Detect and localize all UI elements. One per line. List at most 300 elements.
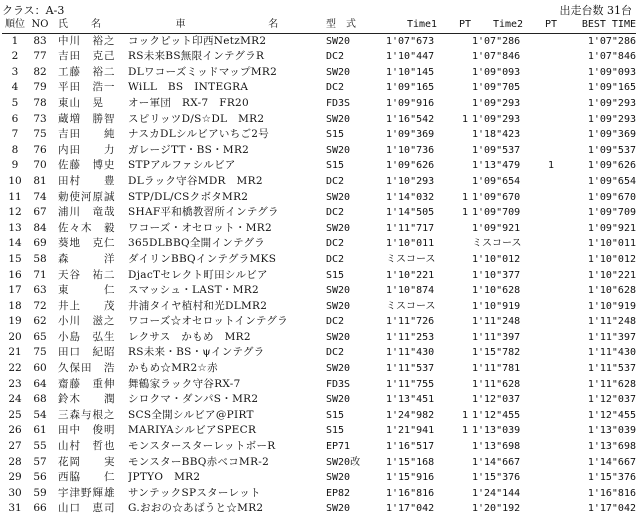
driver-name: 森 洋 xyxy=(58,252,116,265)
car-name: SHAF平和橋教習所インテグラ xyxy=(128,206,279,219)
car-name: シロクマ・ダンパS・MR2 xyxy=(128,393,259,406)
position: 12 xyxy=(8,206,22,219)
col-number: NO xyxy=(28,17,52,33)
driver-name: 小島 弘生 xyxy=(58,330,116,343)
best-time: 1'10"628 xyxy=(587,285,636,297)
best-time: 1'09"921 xyxy=(587,222,636,234)
best-time: 1'09"709 xyxy=(587,207,636,219)
car-number: 66 xyxy=(33,502,47,515)
pt2 xyxy=(544,252,558,268)
car-name: 365DLBBQ全開インテグラ xyxy=(128,237,266,250)
car-name: STPアルファシルビア xyxy=(128,159,236,172)
pt1 xyxy=(458,345,472,361)
position: 21 xyxy=(8,346,22,359)
time2: 1'09"093 xyxy=(472,66,521,78)
pt2 xyxy=(544,127,558,143)
time2: 1'09"293 xyxy=(472,97,521,109)
pt1 xyxy=(458,158,472,174)
position: 25 xyxy=(8,408,22,421)
car-type: DC2 xyxy=(326,175,345,187)
car-number: 58 xyxy=(33,252,47,265)
time2: 1'10"377 xyxy=(472,269,521,281)
position: 7 xyxy=(11,128,19,141)
best-time: 1'15"376 xyxy=(587,472,636,484)
best-time: 1'11"430 xyxy=(587,347,636,359)
table-row xyxy=(2,65,636,81)
best-time: 1'09"165 xyxy=(587,82,636,94)
pt2 xyxy=(544,345,558,361)
driver-name: 久保田 浩 xyxy=(58,362,116,375)
driver-name: 山村 哲也 xyxy=(58,440,116,453)
pt1 xyxy=(458,65,472,81)
position: 30 xyxy=(8,486,22,499)
position: 5 xyxy=(11,96,19,109)
time1: 1'10"293 xyxy=(386,175,435,187)
time2: 1'09"709 xyxy=(472,207,521,219)
time1: 1'10"736 xyxy=(386,144,435,156)
table-row xyxy=(2,408,636,424)
car-type: SW20改 xyxy=(326,456,361,468)
pt1 xyxy=(458,486,472,502)
position: 17 xyxy=(8,284,22,297)
time1: 1'11"430 xyxy=(386,347,435,359)
pt2 xyxy=(544,112,558,128)
table-row xyxy=(2,439,636,455)
pt2 xyxy=(544,408,558,424)
car-type: SW20 xyxy=(326,191,351,203)
table-row xyxy=(2,143,636,159)
driver-name: 井上 茂 xyxy=(58,299,116,312)
driver-name: 蔵増 勝智 xyxy=(58,112,116,125)
pt2 xyxy=(544,455,558,471)
time1: 1'09"626 xyxy=(386,160,435,172)
table-row xyxy=(2,190,636,206)
driver-name: 中川 裕之 xyxy=(58,34,116,47)
time1: 1'17"042 xyxy=(386,503,435,515)
time2: 1'13"479 xyxy=(472,160,521,172)
car-name: RS未来BS無限インテグラR xyxy=(128,50,265,63)
time2: 1'07"846 xyxy=(472,51,521,63)
time1: 1'14"032 xyxy=(386,191,435,203)
position: 1 xyxy=(11,34,19,47)
table-row xyxy=(2,345,636,361)
col-best: BEST TIME xyxy=(558,17,636,33)
position: 24 xyxy=(8,393,22,406)
table-row xyxy=(2,49,636,65)
car-type: S15 xyxy=(326,160,345,172)
car-number: 77 xyxy=(33,50,47,63)
car-number: 59 xyxy=(33,486,47,499)
time2: ミスコース xyxy=(472,238,522,250)
time2: 1'14"667 xyxy=(472,456,521,468)
time1: 1'10"221 xyxy=(386,269,435,281)
position: 22 xyxy=(8,362,22,375)
car-name: MARIYAシルビアSPECR xyxy=(128,424,257,437)
driver-name: 山口 恵司 xyxy=(58,502,116,515)
table-row xyxy=(2,158,636,174)
car-number: 74 xyxy=(33,190,47,203)
car-type: EP71 xyxy=(326,441,351,453)
time1: 1'16"816 xyxy=(386,487,435,499)
car-number: 81 xyxy=(33,174,47,187)
car-name: STP/DL/CSクボタMR2 xyxy=(128,190,249,203)
time2: 1'20"192 xyxy=(472,503,521,515)
best-time: 1'11"537 xyxy=(587,363,636,375)
car-name: G.おおの☆あばうと☆MR2 xyxy=(128,502,264,515)
best-time: 1'07"846 xyxy=(587,51,636,63)
position: 19 xyxy=(8,315,22,328)
car-type: DC2 xyxy=(326,207,345,219)
car-number: 75 xyxy=(33,346,47,359)
best-time: 1'12"455 xyxy=(587,409,636,421)
header-row xyxy=(2,17,636,33)
pt1 xyxy=(458,283,472,299)
best-time: 1'09"654 xyxy=(587,175,636,187)
pt2 xyxy=(544,392,558,408)
time2: 1'09"921 xyxy=(472,222,521,234)
pt2 xyxy=(544,283,558,299)
car-number: 71 xyxy=(33,268,47,281)
car-number: 72 xyxy=(33,299,47,312)
pt2 xyxy=(544,236,558,252)
best-time: 1'10"011 xyxy=(587,238,636,250)
car-type: SW20 xyxy=(326,66,351,78)
car-type: SW20 xyxy=(326,363,351,375)
car-number: 82 xyxy=(33,65,47,78)
driver-name: 東 仁 xyxy=(58,284,116,297)
car-type: SW20 xyxy=(326,285,351,297)
best-time: 1'12"037 xyxy=(587,394,636,406)
position: 15 xyxy=(8,252,22,265)
car-name: DjacTセレクト町田シルビア xyxy=(128,268,268,281)
time1: 1'10"874 xyxy=(386,285,435,297)
car-type: SW20 xyxy=(326,113,351,125)
driver-name: 佐藤 博史 xyxy=(58,159,116,172)
time1: 1'15"916 xyxy=(386,472,435,484)
table-row xyxy=(2,283,636,299)
car-number: 65 xyxy=(33,330,47,343)
car-number: 63 xyxy=(33,284,47,297)
driver-name: 葵地 克仁 xyxy=(58,237,116,250)
car-number: 56 xyxy=(33,471,47,484)
time1: 1'11"726 xyxy=(386,316,435,328)
car-number: 76 xyxy=(33,143,47,156)
car-type: DC2 xyxy=(326,82,345,94)
pt1: 1 xyxy=(461,425,469,437)
best-time: 1'07"286 xyxy=(587,35,636,47)
car-number: 67 xyxy=(33,206,47,219)
driver-name: 天谷 祐二 xyxy=(58,268,116,281)
pt2 xyxy=(544,439,558,455)
driver-name: 平田 浩一 xyxy=(58,81,116,94)
time2: 1'24"144 xyxy=(472,487,521,499)
position: 10 xyxy=(8,174,22,187)
time1: 1'15"168 xyxy=(386,456,435,468)
pt1 xyxy=(458,49,472,65)
car-name: ワコーズ・オセロット・MR2 xyxy=(128,221,272,234)
pt2 xyxy=(544,268,558,284)
position: 13 xyxy=(8,221,22,234)
table-row xyxy=(2,392,636,408)
time1: 1'09"165 xyxy=(386,82,435,94)
pt1 xyxy=(458,439,472,455)
pt1: 1 xyxy=(461,207,469,219)
pt1 xyxy=(458,80,472,96)
driver-name: 小川 滋之 xyxy=(58,315,116,328)
pt1 xyxy=(458,236,472,252)
position: 6 xyxy=(11,112,19,125)
time1: 1'24"982 xyxy=(386,409,435,421)
time2: 1'13"039 xyxy=(472,425,521,437)
car-type: SW20 xyxy=(326,394,351,406)
table-row xyxy=(2,205,636,221)
driver-name: 宇津野輝雄 xyxy=(58,486,116,499)
pt1: 1 xyxy=(461,191,469,203)
pt1 xyxy=(458,377,472,393)
driver-name: 内田 力 xyxy=(58,143,116,156)
pt2 xyxy=(544,314,558,330)
car-name: 井浦タイヤ植村和光DLMR2 xyxy=(128,299,268,312)
pt2 xyxy=(544,221,558,237)
car-type: SW20 xyxy=(326,472,351,484)
car-type: DC2 xyxy=(326,253,345,265)
car-name: 舞鶴家ラック守谷RX-7 xyxy=(128,377,241,390)
time1: 1'10"447 xyxy=(386,51,435,63)
table-row xyxy=(2,268,636,284)
time1: 1'09"916 xyxy=(386,97,435,109)
pt2 xyxy=(544,33,558,49)
best-time: 1'09"093 xyxy=(587,66,636,78)
time1: 1'21"941 xyxy=(386,425,435,437)
driver-name: 三森与根之 xyxy=(58,408,116,421)
pt2 xyxy=(544,299,558,315)
car-number: 57 xyxy=(33,455,47,468)
time2: 1'10"919 xyxy=(472,300,521,312)
time1: ミスコース xyxy=(386,253,436,265)
pt2 xyxy=(544,205,558,221)
driver-name: 花岡 実 xyxy=(58,455,116,468)
position: 16 xyxy=(8,268,22,281)
pt1 xyxy=(458,127,472,143)
time1: 1'11"253 xyxy=(386,331,435,343)
pt1 xyxy=(458,314,472,330)
driver-name: 東山 晃 xyxy=(58,96,104,109)
position: 20 xyxy=(8,330,22,343)
time1: 1'10"011 xyxy=(386,238,435,250)
best-time: 1'16"816 xyxy=(587,487,636,499)
time1: 1'16"517 xyxy=(386,441,435,453)
car-type: SW20 xyxy=(326,300,351,312)
col-pt2: PT xyxy=(544,17,558,33)
car-name: ダイリンBBQインテグラMKS xyxy=(128,252,277,265)
time2: 1'12"455 xyxy=(472,409,521,421)
time2: 1'11"781 xyxy=(472,363,521,375)
car-name: WiLL BS INTEGRA xyxy=(128,81,249,94)
car-type: S15 xyxy=(326,425,345,437)
pt1 xyxy=(458,361,472,377)
car-name: スマッシュ・LAST・MR2 xyxy=(128,284,259,297)
pt1 xyxy=(458,174,472,190)
car-name: スピリッツD/S☆DL MR2 xyxy=(128,112,265,125)
car-name: サンテックSPスターレット xyxy=(128,486,261,499)
driver-name: 西脇 仁 xyxy=(58,471,116,484)
car-number: 60 xyxy=(33,362,47,375)
pt2 xyxy=(544,174,558,190)
car-name: コックピット印西NetzMR2 xyxy=(128,34,267,47)
time1: 1'11"537 xyxy=(386,363,435,375)
best-time: 1'09"293 xyxy=(587,97,636,109)
best-time: 1'17"042 xyxy=(587,503,636,515)
table-row xyxy=(2,174,636,190)
car-name: オー軍団 RX-7 FR20 xyxy=(128,96,249,109)
pt2 xyxy=(544,96,558,112)
car-name: ガレージTT・BS・MR2 xyxy=(128,143,250,156)
time2: 1'11"628 xyxy=(472,378,521,390)
pt2 xyxy=(544,361,558,377)
time2: 1'11"248 xyxy=(472,316,521,328)
car-type: SW20 xyxy=(326,503,351,515)
best-time: 1'09"670 xyxy=(587,191,636,203)
position: 4 xyxy=(11,81,19,94)
car-number: 83 xyxy=(33,34,47,47)
table-row xyxy=(2,96,636,112)
pt1 xyxy=(458,33,472,49)
car-name: DLラック守谷MDR MR2 xyxy=(128,174,263,187)
position: 8 xyxy=(11,143,19,156)
car-type: S15 xyxy=(326,409,345,421)
table-row xyxy=(2,423,636,439)
time1: 1'11"755 xyxy=(386,378,435,390)
car-type: DC2 xyxy=(326,316,345,328)
time2: 1'12"037 xyxy=(472,394,521,406)
car-number: 70 xyxy=(33,159,47,172)
driver-name: 佐々木 毅 xyxy=(58,221,116,234)
car-number: 64 xyxy=(33,377,47,390)
driver-name: 鈴木 潤 xyxy=(58,393,116,406)
car-type: SW20 xyxy=(326,35,351,47)
col-pt1: PT xyxy=(458,17,472,33)
pt2: 1 xyxy=(547,160,555,172)
table-row xyxy=(2,455,636,471)
driver-name: 浦川 竜哉 xyxy=(58,206,116,219)
table-row xyxy=(2,501,636,517)
entries-count: 出走台数 31台 xyxy=(559,4,632,17)
pt1 xyxy=(458,470,472,486)
best-time: 1'09"369 xyxy=(587,129,636,141)
col-position: 順位 xyxy=(2,17,28,33)
best-time: 1'11"397 xyxy=(587,331,636,343)
time2: 1'09"654 xyxy=(472,175,521,187)
pt2 xyxy=(544,65,558,81)
time2: 1'09"293 xyxy=(472,113,521,125)
car-number: 73 xyxy=(33,112,47,125)
time2: 1'15"782 xyxy=(472,347,521,359)
car-number: 68 xyxy=(33,393,47,406)
car-type: FD3S xyxy=(326,378,351,390)
car-name: レクサス かもめ MR2 xyxy=(128,330,251,343)
car-name: JPTYO MR2 xyxy=(128,471,201,484)
class-label: クラス：A-3 xyxy=(2,4,65,17)
time2: 1'18"423 xyxy=(472,129,521,141)
time2: 1'07"286 xyxy=(472,35,521,47)
time1: 1'11"717 xyxy=(386,222,435,234)
results-table xyxy=(2,17,636,517)
time2: 1'10"012 xyxy=(472,253,521,265)
car-type: FD3S xyxy=(326,97,351,109)
time2: 1'13"698 xyxy=(472,441,521,453)
car-number: 54 xyxy=(33,408,47,421)
pt1: 1 xyxy=(461,409,469,421)
best-time: 1'10"919 xyxy=(587,300,636,312)
driver-name: 吉田 純 xyxy=(58,128,116,141)
pt1 xyxy=(458,252,472,268)
time1: 1'13"451 xyxy=(386,394,435,406)
car-type: DC2 xyxy=(326,238,345,250)
table-row xyxy=(2,236,636,252)
best-time: 1'09"626 xyxy=(587,160,636,172)
car-type: S15 xyxy=(326,269,345,281)
car-number: 78 xyxy=(33,96,47,109)
driver-name: 齋藤 重伸 xyxy=(58,377,116,390)
pt2 xyxy=(544,80,558,96)
table-row xyxy=(2,377,636,393)
best-time: 1'14"667 xyxy=(587,456,636,468)
pt1 xyxy=(458,268,472,284)
driver-name: 吉田 克己 xyxy=(58,50,116,63)
table-row xyxy=(2,486,636,502)
table-row xyxy=(2,33,636,49)
time1: 1'16"542 xyxy=(386,113,435,125)
pt2 xyxy=(544,501,558,517)
best-time: 1'09"537 xyxy=(587,144,636,156)
time1: 1'07"673 xyxy=(386,35,435,47)
pt1 xyxy=(458,501,472,517)
pt1 xyxy=(458,455,472,471)
time2: 1'15"376 xyxy=(472,472,521,484)
position: 11 xyxy=(8,190,22,203)
driver-name: 工藤 裕二 xyxy=(58,65,116,78)
car-number: 79 xyxy=(33,81,47,94)
pt2 xyxy=(544,377,558,393)
pt1 xyxy=(458,330,472,346)
table-row xyxy=(2,361,636,377)
best-time: 1'09"293 xyxy=(587,113,636,125)
position: 26 xyxy=(8,424,22,437)
car-number: 69 xyxy=(33,237,47,250)
pt2 xyxy=(544,330,558,346)
position: 23 xyxy=(8,377,22,390)
car-number: 55 xyxy=(33,440,47,453)
pt1 xyxy=(458,299,472,315)
car-name: SCS全開シルビア@PIRT xyxy=(128,408,254,421)
time2: 1'09"537 xyxy=(472,144,521,156)
pt1 xyxy=(458,143,472,159)
car-type: DC2 xyxy=(326,51,345,63)
car-name: RS未来・BS・ψインテグラ xyxy=(128,346,265,359)
car-number: 62 xyxy=(33,315,47,328)
pt2 xyxy=(544,143,558,159)
position: 27 xyxy=(8,440,22,453)
time2: 1'09"705 xyxy=(472,82,521,94)
best-time: 1'10"221 xyxy=(587,269,636,281)
pt2 xyxy=(544,470,558,486)
car-type: SW20 xyxy=(326,144,351,156)
best-time: 1'13"039 xyxy=(587,425,636,437)
car-number: 84 xyxy=(33,221,47,234)
time1: 1'09"369 xyxy=(386,129,435,141)
table-row xyxy=(2,470,636,486)
table-row xyxy=(2,330,636,346)
